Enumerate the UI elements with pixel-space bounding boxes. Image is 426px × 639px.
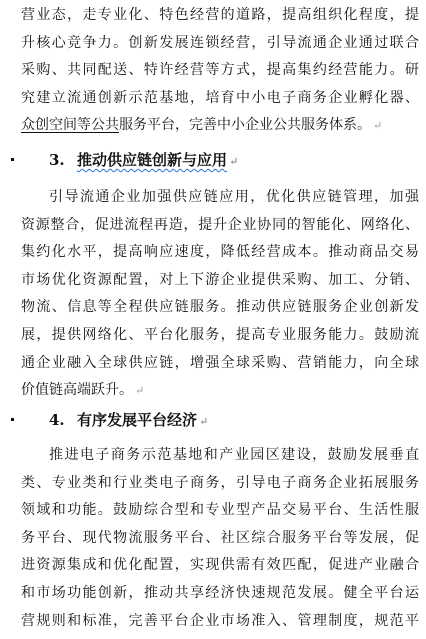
text-line: 和市场功能创新，推动共享经济快速规范发展。健全平台运 [21,584,419,601]
paragraph-mark-icon: ↵ [229,155,239,168]
text-line: 引导流通企业加强供应链应用，优化供应链管理，加强 [49,189,419,205]
text-line: 进资源集成和优化配置，实现供需有效匹配，促进产业融合 [21,557,419,574]
paragraph-mark-icon: ↵ [373,119,383,133]
text-line: 类、专业类和行业类电子商务，引导电子商务企业拓展服务 [21,474,419,491]
text-span: 服务平台，完善中小企业公共服务体系。 [119,117,371,134]
bullet-icon [11,158,14,161]
heading-title [77,406,208,436]
paragraph-top [0,2,426,140]
text-line: 市场优化资源配置，对上下游企业提供采购、加工、分销、 [21,271,419,288]
paragraph-mark-icon: ↵ [199,415,209,428]
paragraph-3 [0,184,426,405]
text-line: 展，提供网络化、平台化服务，提高专业服务能力。鼓励流 [21,326,419,343]
text-line: 采购、共同配送、特许经营等方式，提高集约经营能力。研 [21,62,419,79]
text-line: 营规则和标准，完善平台企业市场准入、管理制度，规范平 [21,612,419,629]
text-span: 价值链高端跃升。 [21,382,133,399]
text-line [0,377,426,405]
heading-title [77,146,238,176]
heading-title-text: 有序发展平台经济 [77,411,198,429]
paragraph-mark-icon: ↵ [135,384,145,398]
text-line: 集约化水平，提高响应速度，降低经营成本。推动商品交易 [21,244,419,261]
underlined-text: 众创空间等公共 [21,117,119,134]
heading-number: 3. [49,151,65,169]
text-line: 推进电子商务示范基地和产业园区建设，鼓励发展垂直 [49,447,419,463]
text-line: 营业态，走专业化、特色经营的道路，提高组织化程度，提 [21,7,419,23]
text-line: 通企业融入全球供应链，增强全球采购、营销能力，向全球 [21,354,419,371]
heading-number: 4. [49,411,65,429]
text-line: 资源整合，促进流程再造，提升企业协同的智能化、网络化、 [21,216,419,233]
text-line: 务平台、现代物流服务平台、社区综合服务平台等发展，促 [21,529,419,546]
text-line: 领域和功能。鼓励综合型和专业型产品交易平台、生活性服 [21,502,419,519]
text-line: 究建立流通创新示范基地，培育中小电子商务企业孵化器、 [21,89,419,106]
section-heading-3 [0,146,426,174]
paragraph-4 [0,442,426,635]
text-line: 升核心竞争力。创新发展连锁经营，引导流通企业通过联合 [21,34,419,51]
section-heading-4 [0,406,426,434]
text-line: 物流、信息等全程供应链服务。推动供应链服务企业创新发 [21,299,419,316]
bullet-icon [11,418,14,421]
text-line [0,112,426,140]
heading-title-text: 推动供应链创新与应用 [77,151,228,169]
